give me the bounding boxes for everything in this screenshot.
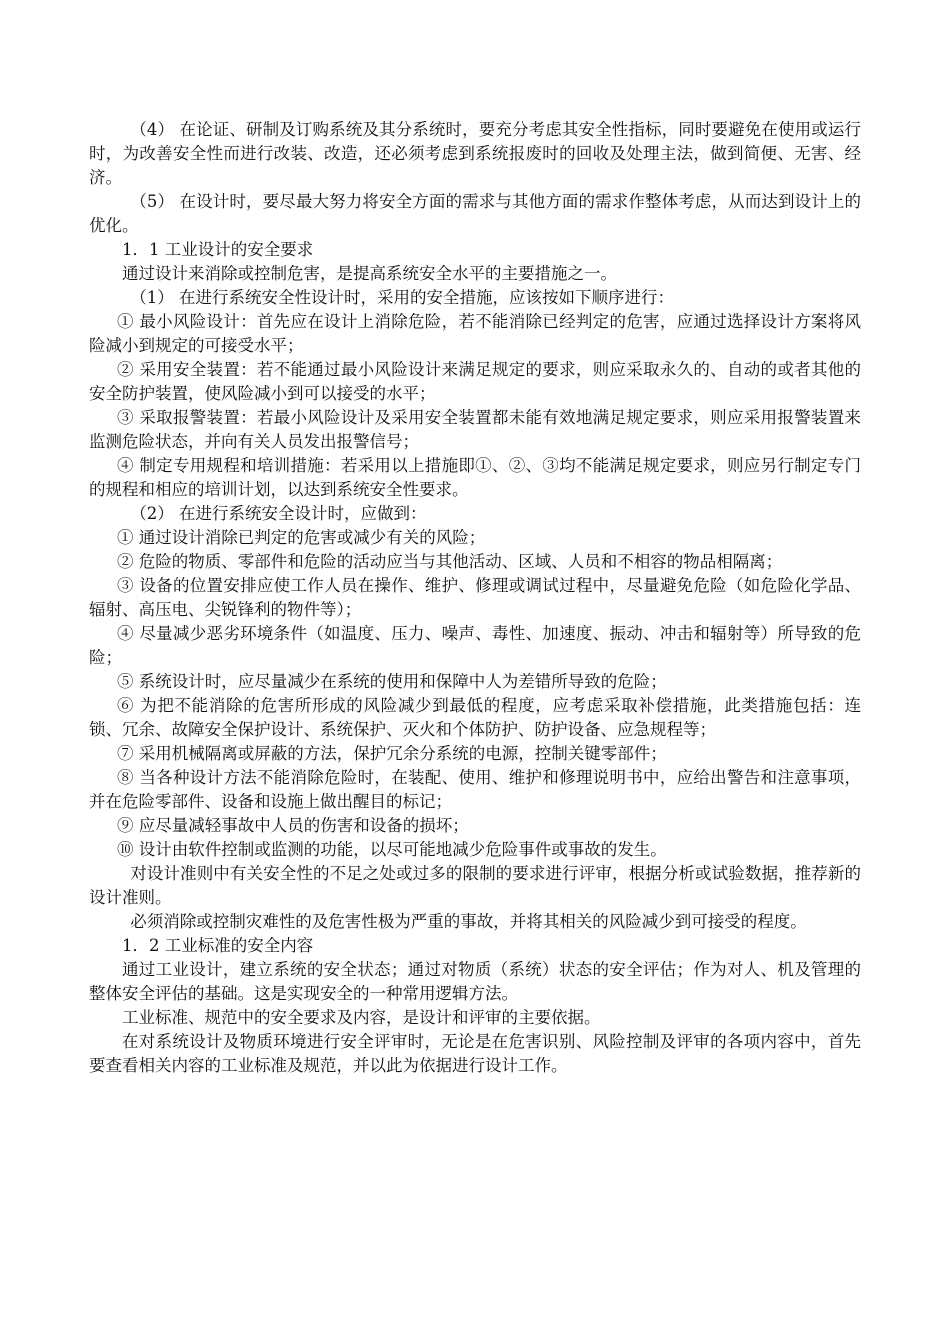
- paragraph-review: 对设计准则中有关安全性的不足之处或过多的限制的要求进行评审，根据分析或试验数据，推荐新的设计准则。: [89, 864, 861, 907]
- list-item-2-10: ⑩ 设计由软件控制或监测的功能，以尽可能地减少危险事件或事故的发生。: [117, 840, 667, 859]
- list-item-2-8: ⑧ 当各种设计方法不能消除危险时，在装配、使用、维护和修理说明书中，应给出警告和注意事项，并在危险零部件、设备和设施上做出醒目的标记；: [89, 768, 861, 811]
- paragraph-item-5: （5） 在设计时，要尽最大努力将安全方面的需求与其他方面的需求作整体考虑，从而达到设计上的优化。: [89, 192, 861, 235]
- list-item-2-6: ⑥ 为把不能消除的危害所形成的风险减少到最低的程度，应考虑采取补偿措施，此类措施包括：连锁、冗余、故障安全保护设计、系统保护、灭火和个体防护、防护设备、应急规程等；: [89, 696, 861, 739]
- list-item-2-9: ⑨ 应尽量减轻事故中人员的伤害和设备的损坏；: [117, 816, 469, 835]
- paragraph-subsection-2: （2） 在进行系统安全设计时，应做到：: [130, 504, 427, 523]
- paragraph-intro: 通过设计来消除或控制危害，是提高系统安全水平的主要措施之一。: [122, 264, 617, 283]
- list-item-2-7: ⑦ 采用机械隔离或屏蔽的方法，保护冗余分系统的电源，控制关键零部件；: [117, 744, 667, 763]
- list-item-1-1: ① 最小风险设计：首先应在设计上消除危险，若不能消除已经判定的危害，应通过选择设计方案将风险减小到规定的可接受水平；: [89, 312, 861, 355]
- list-item-1-2: ② 采用安全装置：若不能通过最小风险设计来满足规定的要求，则应采取永久的、自动的或者其他的安全防护装置，使风险减小到可以接受的水平；: [89, 360, 861, 403]
- list-item-1-4: ④ 制定专用规程和培训措施：若采用以上措施即①、②、③均不能满足规定要求，则应另行制定专门的规程和相应的培训计划，以达到系统安全性要求。: [89, 456, 861, 499]
- list-item-2-4: ④ 尽量减少恶劣环境条件（如温度、压力、噪声、毒性、加速度、振动、冲击和辐射等）所导致的危险；: [89, 624, 861, 667]
- paragraph-subsection-1: （1） 在进行系统安全性设计时，采用的安全措施，应该按如下顺序进行：: [130, 288, 674, 307]
- document-page: [89, 118, 861, 1078]
- section-heading-1-2: 1．2 工业标准的安全内容: [122, 936, 314, 955]
- paragraph-standard-1: 通过工业设计，建立系统的安全状态；通过对物质（系统）状态的安全评估；作为对人、机及管理的整体安全评估的基础。这是实现安全的一种常用逻辑方法。: [89, 960, 861, 1003]
- list-item-2-3: ③ 设备的位置安排应使工作人员在操作、维护、修理或调试过程中，尽量避免危险（如危险化学品、辐射、高压电、尖锐锋利的物件等）；: [89, 576, 861, 619]
- paragraph-item-4: （4） 在论证、研制及订购系统及其分系统时，要充分考虑其安全性指标，同时要避免在使用或运行时，为改善安全性而进行改装、改造，还必须考虑到系统报废时的回收及处理主法，做到简便、无害、经济。: [89, 120, 861, 187]
- list-item-2-2: ② 危险的物质、零部件和危险的活动应当与其他活动、区域、人员和不相容的物品相隔离；: [117, 552, 783, 571]
- list-item-2-5: ⑤ 系统设计时，应尽量减少在系统的使用和保障中人为差错所导致的危险；: [117, 672, 667, 691]
- list-item-1-3: ③ 采取报警装置：若最小风险设计及采用安全装置都未能有效地满足规定要求，则应采用报警装置来监测危险状态，并向有关人员发出报警信号；: [89, 408, 861, 451]
- paragraph-standard-3: 在对系统设计及物质环境进行安全评审时，无论是在危害识别、风险控制及评审的各项内容中，首先要查看相关内容的工业标准及规范，并以此为依据进行设计工作。: [89, 1032, 861, 1075]
- section-heading-1-1: 1．1 工业设计的安全要求: [122, 240, 314, 259]
- list-item-2-1: ① 通过设计消除已判定的危害或减少有关的风险；: [117, 528, 486, 547]
- paragraph-eliminate: 必须消除或控制灾难性的及危害性极为严重的事故，并将其相关的风险减少到可接受的程度。: [130, 912, 807, 931]
- paragraph-standard-2: 工业标准、规范中的安全要求及内容，是设计和评审的主要依据。: [122, 1008, 601, 1027]
